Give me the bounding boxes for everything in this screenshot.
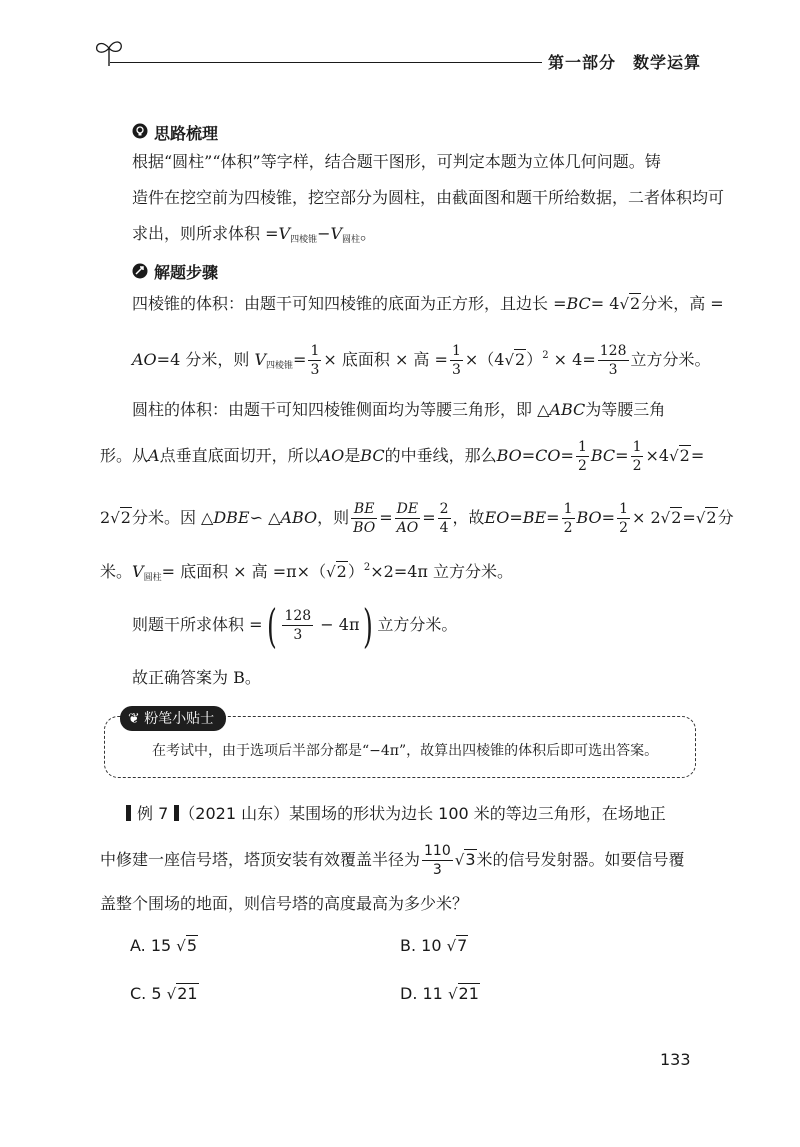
denominator: BO: [353, 520, 376, 536]
text: − 4π: [315, 615, 360, 634]
section-heading-steps: 解题步骤: [154, 263, 219, 282]
text: =: [690, 446, 705, 465]
denominator: AO: [396, 520, 419, 536]
idea-line-3: [132, 220, 376, 254]
text: ×2=4π 立方分米。: [370, 562, 514, 581]
text: =: [379, 508, 393, 527]
example-line-2: [100, 840, 685, 880]
radical-sign: √: [454, 851, 465, 869]
option-c[interactable]: [130, 984, 199, 1003]
text: 。: [360, 224, 377, 243]
left-paren: (: [266, 598, 277, 653]
text: =: [293, 350, 307, 369]
subscript: 圆柱: [143, 573, 162, 583]
text: 分: [717, 508, 734, 527]
answer-line: 故正确答案为 B。: [132, 668, 261, 687]
text: 分米，高 =: [641, 294, 724, 313]
numerator: 1: [563, 501, 573, 517]
option-label: C. 5: [130, 984, 162, 1003]
numerator: 110: [424, 843, 451, 859]
text: × 4=: [548, 350, 596, 369]
text: ）: [347, 562, 364, 581]
fraction: [450, 344, 463, 377]
radical-sign: √: [110, 509, 120, 527]
numerator: DE: [395, 502, 421, 519]
superscript: 2: [363, 562, 371, 573]
radical-sign: √: [326, 563, 336, 581]
math-var: BO: [576, 508, 602, 527]
numerator: 1: [451, 343, 461, 359]
math-var: ABO: [280, 508, 318, 527]
cylinder-line-4: [100, 554, 513, 592]
text: =: [615, 446, 629, 465]
denominator: 3: [451, 362, 461, 378]
text: 圆柱的体积：由题干可知四棱锥侧面均为等腰三角形，即 △: [132, 400, 550, 419]
subscript: 四棱锥: [290, 235, 318, 245]
numerator: 1: [619, 501, 628, 517]
text: 为等腰三角: [585, 400, 666, 419]
text: 求出，则所求体积 =: [132, 224, 279, 243]
denominator: 2: [632, 458, 642, 474]
math-var: V: [278, 224, 291, 243]
numerator: 2: [439, 501, 449, 517]
radical-sign: √: [166, 985, 177, 1003]
header-rule: [110, 62, 542, 63]
text: −: [317, 224, 331, 243]
result-line: [132, 598, 458, 653]
text: = 4: [590, 294, 620, 313]
cylinder-line-2: [100, 436, 704, 476]
text: 是: [344, 446, 361, 465]
text: ，则: [317, 508, 350, 527]
denominator: 3: [432, 862, 442, 878]
math-var: A: [148, 446, 160, 465]
denominator: 2: [577, 458, 587, 474]
radicand: 3: [465, 850, 476, 869]
math-var: =CO=: [521, 446, 574, 465]
text: 点垂直底面切开，所以: [159, 446, 320, 465]
text: 米。: [100, 562, 133, 581]
fraction: [395, 502, 421, 535]
text: （2021 山东）某围场的形状为边长 100 米的等边三角形，在场地正: [179, 804, 666, 823]
fraction: [308, 344, 321, 377]
pyramid-line-2: [132, 336, 711, 386]
numerator: 128: [599, 343, 627, 359]
tip-text: 在考试中，由于选项后半部分都是“−4π”，故算出四棱锥的体积后即可选出答案。: [152, 743, 659, 759]
tip-label: [120, 706, 226, 731]
option-label: A. 15: [130, 936, 172, 955]
text: =: [546, 508, 560, 527]
radical-sign: √: [447, 985, 458, 1003]
math-var: BC: [360, 446, 385, 465]
math-var: AO: [319, 446, 345, 465]
radicand: 7: [457, 936, 468, 955]
text: ×4: [645, 446, 670, 465]
tag-bar: [126, 805, 131, 821]
text: 中修建一座信号塔，塔顶安装有效覆盖半径为: [100, 850, 421, 869]
radical-sign: √: [695, 509, 706, 527]
cylinder-line-1: [132, 396, 665, 424]
math-var: AO: [132, 350, 157, 369]
text: ）: [526, 350, 543, 369]
text: 分米。因 △: [131, 508, 214, 527]
denominator: 2: [619, 520, 628, 536]
radicand: 5: [186, 936, 198, 955]
text: =4 分米，则: [156, 350, 250, 369]
text: 形。从: [100, 446, 149, 465]
numerator: 1: [310, 343, 320, 359]
subscript: 圆柱: [342, 235, 361, 245]
math-var: V: [330, 224, 343, 243]
text: ，故: [452, 508, 485, 527]
radical-sign: √: [504, 351, 515, 369]
tip-label-text: 粉笔小贴士: [144, 711, 215, 727]
denominator: 2: [563, 520, 573, 536]
radicand: 2: [679, 446, 690, 465]
denominator: 3: [310, 362, 320, 378]
text: 的中垂线，那么: [384, 446, 497, 465]
page-number: 133: [660, 1050, 691, 1069]
cylinder-line-3: [100, 496, 734, 540]
pyramid-line-1: [132, 290, 724, 318]
text: =: [601, 508, 616, 527]
superscript: 2: [542, 350, 549, 361]
radicand: 2: [515, 350, 526, 369]
radicand: 2: [630, 294, 641, 313]
option-label: D. 11: [400, 984, 443, 1003]
radical-sign: √: [176, 937, 186, 955]
radicand: 2: [706, 508, 717, 527]
option-a[interactable]: [130, 936, 198, 955]
sprout-icon: [92, 36, 126, 68]
text: 米的信号发射器。如要信号覆: [476, 850, 685, 869]
radicand: 2: [671, 508, 682, 527]
math-var: DBE: [213, 508, 250, 527]
radical-sign: √: [619, 295, 630, 313]
example-line-1: [126, 800, 666, 828]
math-var: EO=BE: [484, 508, 547, 527]
idea-line-1: 根据“圆柱”“体积”等字样，结合题干图形，可判定本题为立体几何问题。铸: [132, 152, 661, 171]
numerator: 1: [632, 439, 642, 455]
right-paren: ): [363, 598, 374, 653]
text: 立方分米。: [377, 615, 458, 634]
radicand: 2: [336, 562, 347, 581]
math-var: ABC: [549, 400, 586, 419]
radicand: 21: [177, 984, 198, 1003]
text: 立方分米。: [630, 350, 711, 369]
fraction: [562, 502, 575, 535]
lightbulb-icon: [132, 123, 148, 139]
subscript: 四棱锥: [266, 361, 294, 371]
fraction: [351, 502, 377, 535]
example-tag: 例 7: [137, 804, 169, 823]
numerator: BE: [351, 502, 377, 519]
text: =: [422, 508, 436, 527]
text: 四棱锥的体积：由题干可知四棱锥的底面为正方形，且边长 =: [132, 294, 567, 313]
text: = 底面积 × 高 =π×（: [161, 562, 327, 581]
fraction: [576, 440, 589, 473]
math-var: BC: [566, 294, 591, 313]
text: ×（4: [464, 350, 505, 369]
denominator: 4: [439, 520, 449, 536]
math-var: BC: [590, 446, 616, 465]
text: =: [682, 508, 696, 527]
denominator: 3: [293, 627, 303, 643]
radical-sign: √: [660, 509, 671, 527]
option-d[interactable]: [400, 984, 480, 1003]
fraction: [422, 844, 453, 877]
idea-line-2: 造件在挖空前为四棱锥，挖空部分为圆柱，由截面图和题干所给数据，二者体积均可: [132, 188, 725, 207]
denominator: 3: [608, 362, 618, 378]
text: 2: [100, 508, 111, 527]
option-b[interactable]: [400, 936, 468, 955]
text: × 底面积 × 高 =: [323, 350, 448, 369]
fraction: [598, 344, 629, 377]
math-var: BO: [496, 446, 522, 465]
radical-sign: √: [446, 937, 457, 955]
steps-icon: [132, 263, 148, 279]
numerator: 1: [577, 439, 587, 455]
section-heading-idea: 思路梳理: [154, 124, 219, 143]
header-title: 第一部分 数学运算: [548, 53, 702, 72]
radicand: 2: [120, 508, 131, 527]
text: × 2: [632, 508, 661, 527]
math-var: V: [254, 350, 267, 369]
fraction: [438, 502, 451, 535]
sprout-icon: ❦: [128, 711, 140, 727]
fraction: [631, 440, 644, 473]
fraction: [617, 502, 630, 535]
numerator: 128: [284, 608, 312, 624]
fraction: [282, 609, 313, 642]
text: ∽ △: [249, 508, 281, 527]
option-label: B. 10: [400, 936, 442, 955]
math-var: V: [132, 562, 144, 581]
radical-sign: √: [669, 447, 679, 465]
example-line-3: 盖整个围场的地面，则信号塔的高度最高为多少米？: [100, 894, 469, 913]
radicand: 21: [458, 984, 479, 1003]
text: 则题干所求体积 =: [132, 615, 263, 634]
